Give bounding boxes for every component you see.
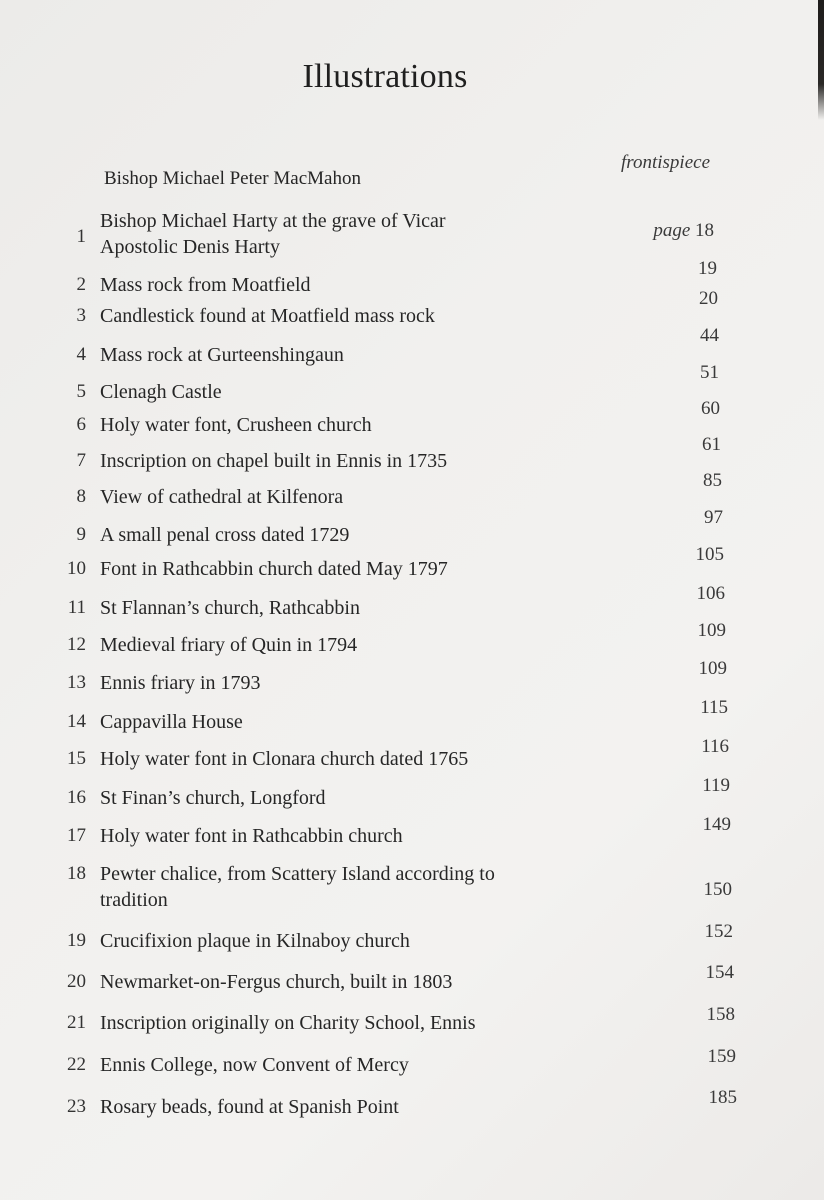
caption: St Flannan’s church, Rathcabbin <box>100 597 360 619</box>
caption: Crucifixion plaque in Kilnaboy church <box>100 930 410 952</box>
page-ref: 20 <box>699 288 718 309</box>
page-ref: 105 <box>695 544 724 565</box>
caption: Pewter chalice, from Scattery Island according to <box>100 863 495 885</box>
caption: Clenagh Castle <box>100 381 222 403</box>
caption: Holy water font in Clonara church dated 1765 <box>100 748 469 770</box>
page-ref: 85 <box>703 470 722 491</box>
page-ref: frontispiece <box>621 152 710 173</box>
caption: Holy water font, Crusheen church <box>100 414 372 436</box>
entry-number: 1 <box>76 226 86 247</box>
page-ref: 60 <box>701 398 720 419</box>
page-ref: 18 <box>695 220 714 241</box>
page-ref: 19 <box>698 258 717 279</box>
page-ref: 152 <box>704 921 733 942</box>
caption: A small penal cross dated 1729 <box>100 524 350 546</box>
entry-number: 12 <box>67 634 86 655</box>
caption: Holy water font in Rathcabbin church <box>100 825 403 847</box>
page-ref: 116 <box>701 736 729 757</box>
page-ref: 61 <box>702 434 721 455</box>
caption: Ennis friary in 1793 <box>100 672 261 694</box>
entry-number: 23 <box>67 1096 86 1117</box>
entry-number: 19 <box>67 930 86 951</box>
entry-number: 9 <box>76 524 86 545</box>
caption: Candlestick found at Moatfield mass rock <box>100 305 435 327</box>
entry-number: 7 <box>76 450 86 471</box>
caption-continued: tradition <box>100 889 168 911</box>
entry-number: 11 <box>67 597 86 618</box>
caption: Cappavilla House <box>100 711 243 733</box>
caption: Mass rock from Moatfield <box>100 274 311 296</box>
entry-number: 17 <box>67 825 86 846</box>
entry-number: 3 <box>76 305 86 326</box>
caption: View of cathedral at Kilfenora <box>100 486 344 508</box>
page-title: Illustrations <box>302 58 468 95</box>
caption: Inscription on chapel built in Ennis in 1735 <box>100 450 448 472</box>
caption-continued: Apostolic Denis Harty <box>100 236 280 258</box>
page-ref: 119 <box>702 775 730 796</box>
entry-number: 15 <box>67 748 86 769</box>
caption: Inscription originally on Charity School, Ennis <box>100 1012 476 1034</box>
page-ref: 97 <box>704 507 723 528</box>
page-ref: 44 <box>700 325 719 346</box>
entry-number: 5 <box>76 381 86 402</box>
entry-number: 13 <box>67 672 86 693</box>
page-ref: 109 <box>697 620 726 641</box>
entry-number: 4 <box>76 344 86 365</box>
page-ref: 106 <box>696 583 725 604</box>
entry-number: 2 <box>76 274 86 295</box>
page-ref: 115 <box>700 697 728 718</box>
caption: Medieval friary of Quin in 1794 <box>100 634 358 656</box>
entry-number: 22 <box>67 1054 86 1075</box>
entry-number: 6 <box>76 414 86 435</box>
entry-number: 16 <box>67 787 86 808</box>
caption: Font in Rathcabbin church dated May 1797 <box>100 558 448 580</box>
caption: St Finan’s church, Longford <box>100 787 326 809</box>
entry-number: 21 <box>67 1012 86 1033</box>
page-ref: 154 <box>705 962 734 983</box>
page-edge-shadow <box>818 0 824 120</box>
page-ref: 185 <box>708 1087 737 1108</box>
caption: Ennis College, now Convent of Mercy <box>100 1054 409 1076</box>
page-ref: 159 <box>707 1046 736 1067</box>
entry-number: 18 <box>67 863 86 884</box>
entry-number: 8 <box>76 486 86 507</box>
page-ref: 51 <box>700 362 719 383</box>
page-ref: 158 <box>706 1004 735 1025</box>
page-ref: 149 <box>702 814 731 835</box>
entry-number: 20 <box>67 971 86 992</box>
caption: Newmarket-on-Fergus church, built in 1803 <box>100 971 453 993</box>
page-ref: 109 <box>698 658 727 679</box>
caption: Mass rock at Gurteenshingaun <box>100 344 344 366</box>
caption: Rosary beads, found at Spanish Point <box>100 1096 399 1118</box>
page-prefix: page <box>653 220 691 241</box>
page-ref: 150 <box>703 879 732 900</box>
entry-number: 14 <box>67 711 86 732</box>
entry-number: 10 <box>67 558 86 579</box>
caption: Bishop Michael Harty at the grave of Vicar <box>100 210 446 232</box>
caption: Bishop Michael Peter MacMahon <box>104 168 361 189</box>
